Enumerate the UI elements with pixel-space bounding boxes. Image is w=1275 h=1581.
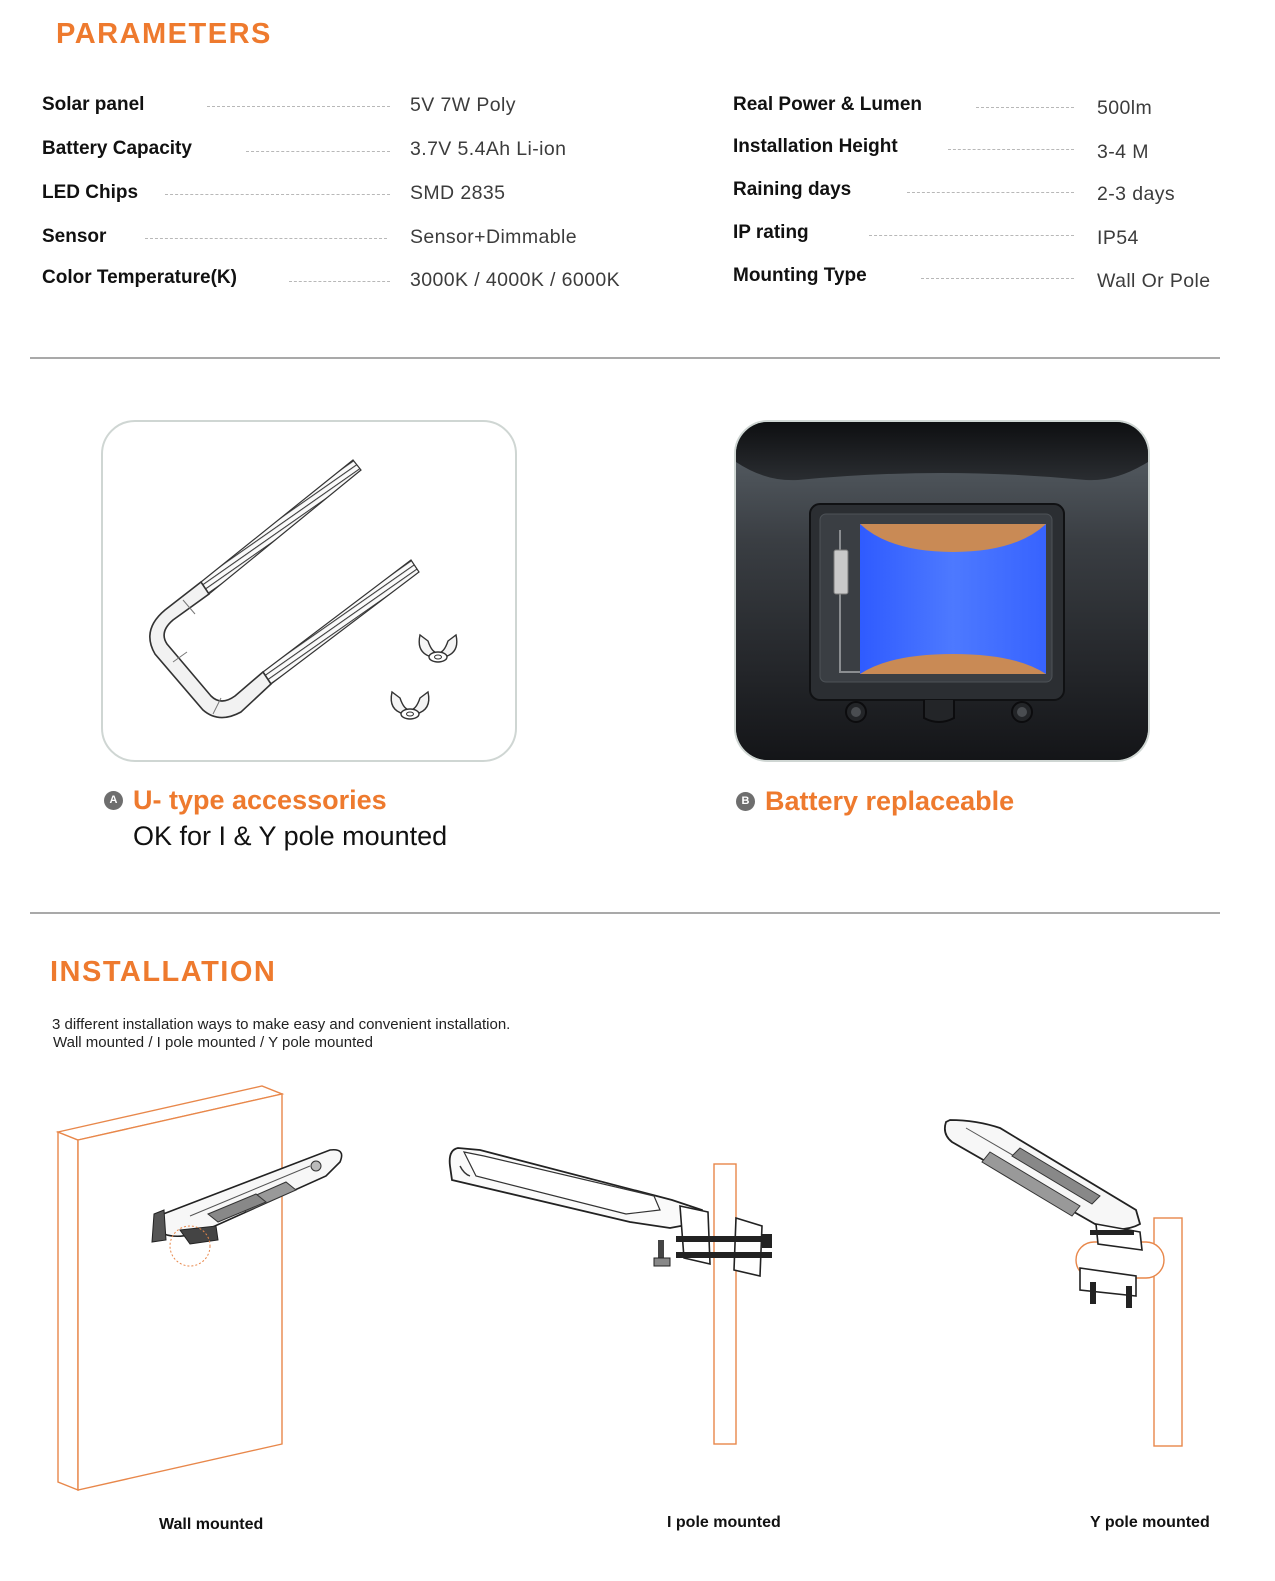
param-leader — [145, 238, 387, 239]
param-name-installation-height: Installation Height — [733, 136, 898, 157]
param-value-color-temperature: 3000K / 4000K / 6000K — [410, 269, 621, 291]
feature-subtitle-u-type: OK for I & Y pole mounted — [133, 821, 448, 851]
param-name-raining-days: Raining days — [733, 179, 852, 200]
wing-nut-icon — [391, 692, 429, 719]
param-name-real-power-lumen: Real Power & Lumen — [733, 94, 922, 115]
street-light-icon — [450, 1148, 702, 1228]
param-value-ip-rating: IP54 — [1097, 227, 1139, 249]
pole-clamp-icon — [1076, 1224, 1164, 1308]
parameters-title: PARAMETERS — [56, 18, 272, 50]
badge-a: A — [104, 791, 123, 810]
param-value-installation-height: 3-4 M — [1097, 141, 1149, 163]
battery-replaceable-card — [734, 420, 1150, 762]
i-pole-illustration — [440, 1140, 780, 1450]
installation-title: INSTALLATION — [50, 956, 277, 988]
param-leader — [289, 281, 390, 282]
param-leader — [869, 235, 1074, 236]
badge-b: B — [736, 792, 755, 811]
param-value-real-power-lumen: 500lm — [1097, 97, 1153, 119]
param-leader — [907, 192, 1074, 193]
section-divider — [30, 357, 1220, 359]
installation-intro: 3 different installation ways to make easy and convenient installation. — [52, 1016, 511, 1033]
param-leader — [165, 194, 390, 195]
param-leader — [976, 107, 1074, 108]
section-divider — [30, 912, 1220, 914]
param-name-color-temperature: Color Temperature(K) — [42, 267, 237, 288]
param-value-solar-panel: 5V 7W Poly — [410, 94, 516, 116]
caption-wall-mounted: Wall mounted — [159, 1516, 264, 1533]
param-value-raining-days: 2-3 days — [1097, 183, 1175, 205]
param-name-solar-panel: Solar panel — [42, 94, 145, 115]
param-value-mounting-type: Wall Or Pole — [1097, 270, 1211, 292]
param-name-ip-rating: IP rating — [733, 222, 809, 243]
param-leader — [207, 106, 390, 107]
param-leader — [921, 278, 1074, 279]
param-leader — [948, 149, 1074, 150]
y-pole-illustration — [930, 1100, 1230, 1460]
param-value-led-chips: SMD 2835 — [410, 182, 506, 204]
caption-y-pole-mounted: Y pole mounted — [1090, 1514, 1210, 1531]
param-name-sensor: Sensor — [42, 226, 107, 247]
param-leader — [246, 151, 390, 152]
param-name-mounting-type: Mounting Type — [733, 265, 867, 286]
param-name-battery-capacity: Battery Capacity — [42, 138, 192, 159]
param-value-sensor: Sensor+Dimmable — [410, 226, 577, 248]
feature-title-battery: Battery replaceable — [765, 786, 1015, 816]
street-light-icon — [945, 1120, 1140, 1229]
feature-title-u-type: U- type accessories — [133, 785, 387, 815]
battery-compartment-icon — [736, 422, 1148, 760]
installation-ways: Wall mounted / I pole mounted / Y pole mounted — [53, 1034, 373, 1051]
param-name-led-chips: LED Chips — [42, 182, 139, 203]
caption-i-pole-mounted: I pole mounted — [667, 1514, 781, 1531]
u-bolt-icon — [103, 422, 515, 760]
u-type-accessories-card — [101, 420, 517, 762]
wing-nut-icon — [419, 635, 457, 662]
param-value-battery-capacity: 3.7V 5.4Ah Li-ion — [410, 138, 567, 160]
wall-mounted-illustration — [40, 1080, 360, 1500]
